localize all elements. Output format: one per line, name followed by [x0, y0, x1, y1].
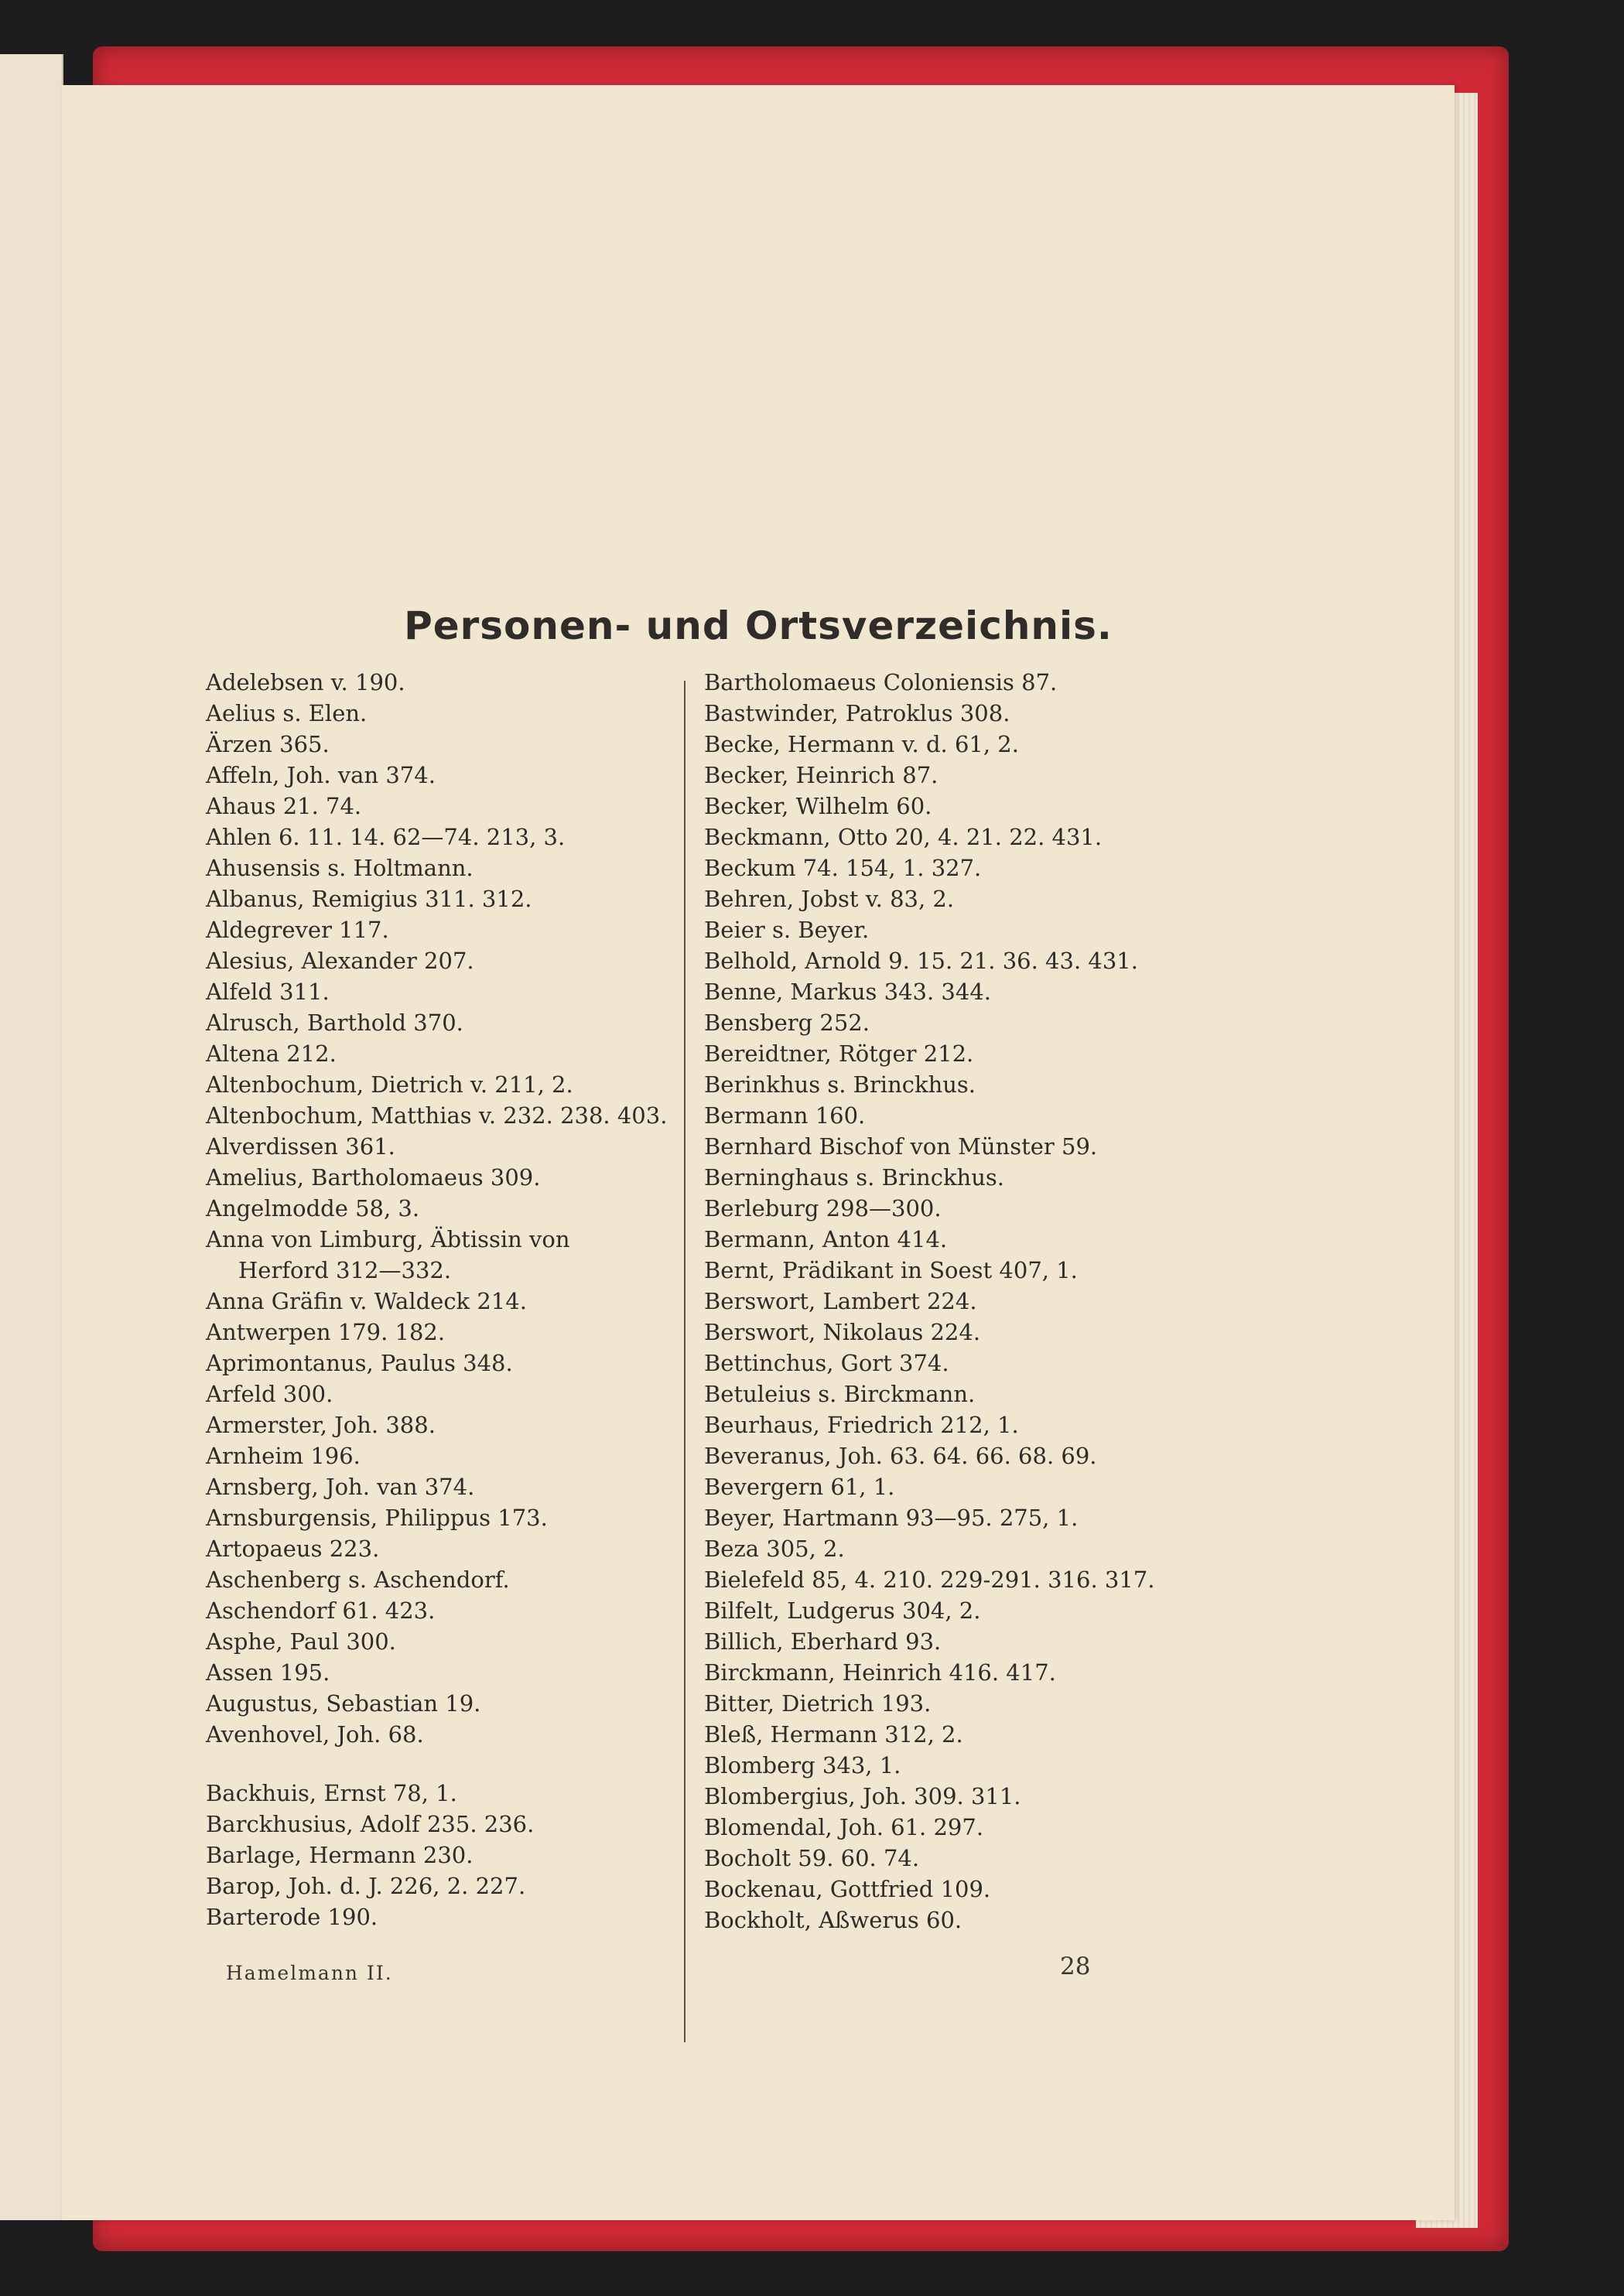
- index-entry: Affeln, Joh. van 374.: [206, 762, 436, 788]
- index-entry: Alesius, Alexander 207.: [206, 948, 474, 974]
- index-entry: Adelebsen v. 190.: [206, 669, 405, 695]
- index-entry: Avenhovel, Joh. 68.: [206, 1721, 424, 1748]
- index-entry: Bilfelt, Ludgerus 304, 2.: [704, 1597, 981, 1624]
- column-divider: [684, 681, 685, 2042]
- index-entry: Ärzen 365.: [206, 731, 330, 757]
- index-entry: Birckmann, Heinrich 416. 417.: [704, 1659, 1056, 1686]
- index-entry: Bereidtner, Rötger 212.: [704, 1040, 974, 1067]
- index-entry: Ahlen 6. 11. 14. 62—74. 213, 3.: [206, 824, 566, 850]
- index-entry: Bielefeld 85, 4. 210. 229-291. 316. 317.: [704, 1567, 1155, 1593]
- index-entry: Belhold, Arnold 9. 15. 21. 36. 43. 431.: [704, 948, 1138, 974]
- index-entry: Becke, Hermann v. d. 61, 2.: [704, 731, 1019, 757]
- index-entry: Altenbochum, Dietrich v. 211, 2.: [206, 1071, 573, 1098]
- index-entry: Bettinchus, Gort 374.: [704, 1350, 949, 1376]
- index-entry: Berinkhus s. Brinckhus.: [704, 1071, 976, 1098]
- page-number: 28: [1060, 1953, 1091, 1980]
- index-entry: Beier s. Beyer.: [704, 917, 870, 943]
- index-entry: Berswort, Nikolaus 224.: [704, 1319, 981, 1345]
- index-entry: Alfeld 311.: [206, 979, 330, 1005]
- facing-page-edge: [0, 54, 63, 2220]
- index-entry: Asphe, Paul 300.: [206, 1628, 396, 1655]
- index-entry: Berninghaus s. Brinckhus.: [704, 1164, 1004, 1191]
- index-entry: Beza 305, 2.: [704, 1536, 845, 1562]
- index-entry: Berleburg 298—300.: [704, 1195, 942, 1221]
- index-entry: Arnsberg, Joh. van 374.: [206, 1474, 475, 1500]
- index-entry: Backhuis, Ernst 78, 1.: [206, 1780, 457, 1806]
- index-entry: Blombergius, Joh. 309. 311.: [704, 1783, 1021, 1809]
- index-entry: Aldegrever 117.: [206, 917, 389, 943]
- index-entry: Berswort, Lambert 224.: [704, 1288, 977, 1314]
- index-entry: Aschenberg s. Aschendorf.: [206, 1567, 510, 1593]
- index-entry: Becker, Heinrich 87.: [704, 762, 939, 788]
- index-entry: Bocholt 59. 60. 74.: [704, 1845, 920, 1871]
- page-title: Personen- und Ortsverzeichnis.: [404, 603, 1113, 648]
- index-entry: Bevergern 61, 1.: [704, 1474, 895, 1500]
- index-entry: Alverdissen 361.: [206, 1133, 395, 1160]
- index-entry: Becker, Wilhelm 60.: [704, 793, 932, 819]
- index-entry: Bockenau, Gottfried 109.: [704, 1876, 991, 1902]
- index-entry: Beveranus, Joh. 63. 64. 66. 68. 69.: [704, 1443, 1097, 1469]
- index-entry: Bastwinder, Patroklus 308.: [704, 700, 1010, 726]
- index-entry: Amelius, Bartholomaeus 309.: [206, 1164, 541, 1191]
- index-entry: Bernt, Prädikant in Soest 407, 1.: [704, 1257, 1078, 1283]
- index-entry: Augustus, Sebastian 19.: [206, 1690, 481, 1717]
- index-entry: Blomberg 343, 1.: [704, 1752, 901, 1778]
- index-entry: Aelius s. Elen.: [206, 700, 368, 726]
- index-entry: Behren, Jobst v. 83, 2.: [704, 886, 955, 912]
- index-entry: Benne, Markus 343. 344.: [704, 979, 991, 1005]
- index-entry: Billich, Eberhard 93.: [704, 1628, 942, 1655]
- index-entry: Angelmodde 58, 3.: [206, 1195, 420, 1221]
- index-entry: Ahaus 21. 74.: [206, 793, 362, 819]
- index-entry: Anna von Limburg, Äbtissin von: [206, 1226, 570, 1252]
- index-entry: Beckum 74. 154, 1. 327.: [704, 855, 982, 881]
- index-entry: Alrusch, Barthold 370.: [206, 1010, 463, 1036]
- index-entry: Beckmann, Otto 20, 4. 21. 22. 431.: [704, 824, 1103, 850]
- index-entry: Albanus, Remigius 311. 312.: [206, 886, 532, 912]
- index-entry: Bermann 160.: [704, 1102, 866, 1129]
- index-entry: Barop, Joh. d. J. 226, 2. 227.: [206, 1873, 526, 1899]
- index-entry: Barlage, Hermann 230.: [206, 1842, 474, 1868]
- index-entry: Arnsburgensis, Philippus 173.: [206, 1505, 548, 1531]
- index-entry: Assen 195.: [206, 1659, 330, 1686]
- index-entry: Beyer, Hartmann 93—95. 275, 1.: [704, 1505, 1079, 1531]
- index-entry: Bensberg 252.: [704, 1010, 870, 1036]
- index-entry-continuation: Herford 312—332.: [238, 1257, 452, 1283]
- index-entry: Bermann, Anton 414.: [704, 1226, 948, 1252]
- index-column-right: [704, 667, 1308, 1936]
- index-entry: Altena 212.: [206, 1040, 337, 1067]
- index-entry: Beurhaus, Friedrich 212, 1.: [704, 1412, 1019, 1438]
- index-entry: Barckhusius, Adolf 235. 236.: [206, 1811, 535, 1837]
- index-entry: Altenbochum, Matthias v. 232. 238. 403.: [206, 1102, 668, 1129]
- index-entry: Anna Gräfin v. Waldeck 214.: [206, 1288, 527, 1314]
- index-entry: Bleß, Hermann 312, 2.: [704, 1721, 963, 1748]
- index-entry: Bartholomaeus Coloniensis 87.: [704, 669, 1058, 695]
- index-entry: Barterode 190.: [206, 1904, 378, 1930]
- index-entry: Artopaeus 223.: [206, 1536, 380, 1562]
- index-column-left: [206, 667, 747, 1932]
- index-entry: Antwerpen 179. 182.: [206, 1319, 446, 1345]
- index-entry: Ahusensis s. Holtmann.: [206, 855, 474, 881]
- index-entry: Betuleius s. Birckmann.: [704, 1381, 976, 1407]
- index-entry: Bernhard Bischof von Münster 59.: [704, 1133, 1098, 1160]
- index-entry: Bitter, Dietrich 193.: [704, 1690, 932, 1717]
- index-entry: Aschendorf 61. 423.: [206, 1597, 436, 1624]
- signature-mark: Hamelmann II.: [226, 1962, 393, 1984]
- book-page: [62, 85, 1455, 2220]
- index-entry: Blomendal, Joh. 61. 297.: [704, 1814, 984, 1840]
- index-entry: Bockholt, Aßwerus 60.: [704, 1907, 962, 1933]
- index-entry: Arnheim 196.: [206, 1443, 361, 1469]
- index-entry: Aprimontanus, Paulus 348.: [206, 1350, 513, 1376]
- index-entry: Arfeld 300.: [206, 1381, 333, 1407]
- index-entry: Armerster, Joh. 388.: [206, 1412, 436, 1438]
